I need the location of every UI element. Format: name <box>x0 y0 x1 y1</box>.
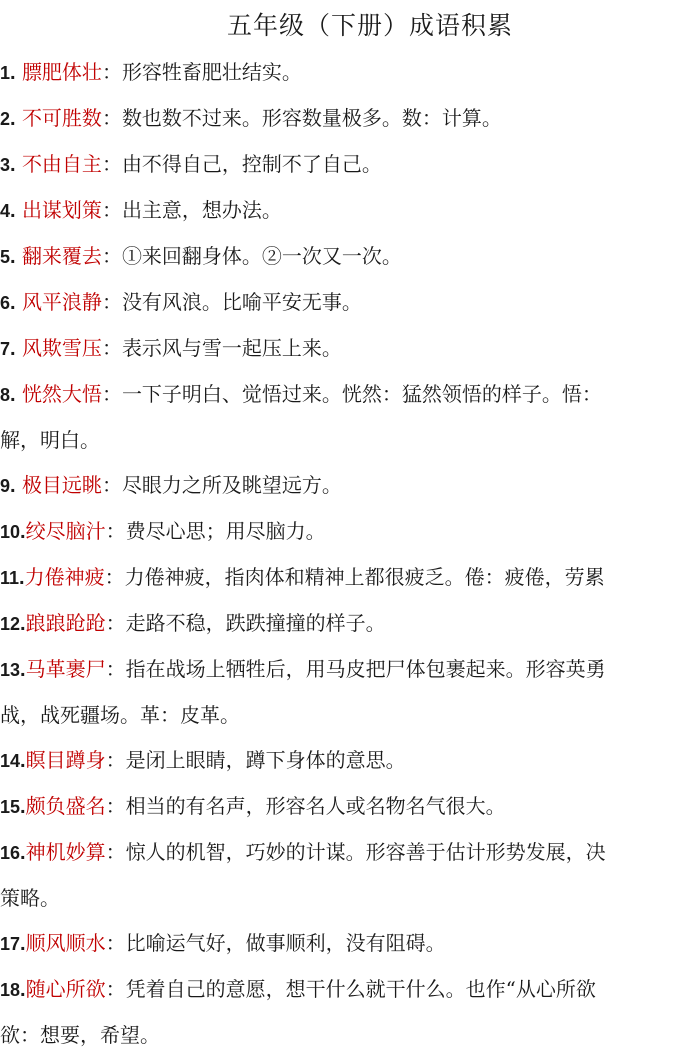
entry-number: 1 <box>0 63 11 83</box>
page-title: 五年级（下册）成语积累 <box>226 11 513 40</box>
idiom-entry <box>0 50 700 96</box>
entry-number: 6 <box>0 293 11 313</box>
entry-idiom: 颇负盛名 <box>25 794 106 818</box>
idiom-entry <box>0 96 700 142</box>
entry-idiom: 翻来覆去 <box>21 244 102 268</box>
entry-idiom: 膘肥体壮 <box>21 60 102 84</box>
entry-colon: ： <box>105 657 126 681</box>
entry-number: 9 <box>0 476 11 496</box>
entry-number: 17 <box>0 934 21 954</box>
entry-colon: ： <box>105 519 126 543</box>
entry-meaning: 费尽心思；用尽脑力。 <box>125 519 326 543</box>
idiom-entry <box>0 326 700 372</box>
entry-number-dot: . <box>10 200 16 222</box>
entry-number-dot: . <box>20 750 26 772</box>
entry-colon: ： <box>105 748 126 772</box>
entry-meaning: 由不得自己，控制不了自己。 <box>121 152 382 176</box>
entry-idiom: 马革裹尸 <box>25 657 106 681</box>
idiom-entry <box>0 738 700 784</box>
entry-colon: ： <box>101 336 122 360</box>
entry-colon: ： <box>105 977 126 1001</box>
entry-number-dot: . <box>20 933 26 955</box>
entry-number-dot: . <box>10 62 16 84</box>
entry-number-dot: . <box>10 384 16 406</box>
entry-colon: ： <box>101 244 122 268</box>
entry-meaning: 一下子明白、觉悟过来。恍然：猛然领悟的样子。悟： <box>121 382 602 406</box>
entry-number-dot: . <box>20 521 26 543</box>
idiom-entry <box>0 509 700 555</box>
entry-colon: ： <box>101 290 122 314</box>
entry-number: 3 <box>0 155 11 175</box>
entry-number: 10 <box>0 522 21 542</box>
entry-number-dot: . <box>20 979 26 1001</box>
entry-number-dot: . <box>20 796 26 818</box>
entry-number-dot: . <box>10 108 16 130</box>
entry-colon: ： <box>105 794 126 818</box>
idiom-entry <box>0 188 700 234</box>
entry-idiom: 瞑目蹲身 <box>25 748 106 772</box>
entry-meaning-continued: 欲：想要，希望。 <box>0 1023 160 1047</box>
entry-colon: ： <box>104 565 125 589</box>
entry-idiom: 不由自主 <box>21 152 102 176</box>
entry-meaning: 指在战场上牺牲后，用马皮把尸体包裹起来。形容英勇 <box>125 657 606 681</box>
entry-idiom: 踉踉跄跄 <box>25 611 106 635</box>
entry-number: 12 <box>0 614 21 634</box>
idiom-entry <box>0 463 700 509</box>
entry-meaning-continued: 战，战死疆场。革：皮革。 <box>0 703 240 727</box>
idiom-list <box>0 50 700 1058</box>
entry-idiom: 力倦神疲 <box>24 565 105 589</box>
idiom-entry <box>0 784 700 830</box>
entry-number-dot: . <box>10 246 16 268</box>
entry-number-dot: . <box>10 475 16 497</box>
entry-colon: ： <box>101 106 122 130</box>
idiom-entry <box>0 601 700 647</box>
entry-colon: ： <box>105 611 126 635</box>
entry-number: 11 <box>0 568 20 588</box>
entry-meaning: 力倦神疲，指肉体和精神上都很疲乏。倦：疲倦，劳累 <box>124 565 605 589</box>
entry-meaning: 出主意，想办法。 <box>121 198 282 222</box>
entry-colon: ： <box>101 60 122 84</box>
entry-number: 13 <box>0 660 21 680</box>
entry-meaning: 形容牲畜肥壮结实。 <box>121 60 302 84</box>
entry-idiom: 恍然大悟 <box>21 382 102 406</box>
entry-meaning: 惊人的机智，巧妙的计谋。形容善于估计形势发展，决 <box>125 840 606 864</box>
entry-colon: ： <box>101 473 122 497</box>
entry-number: 2 <box>0 109 11 129</box>
entry-idiom: 神机妙算 <box>25 840 106 864</box>
entry-meaning-continued: 解，明白。 <box>0 428 100 452</box>
entry-idiom: 不可胜数 <box>21 106 102 130</box>
idiom-entry <box>0 555 700 601</box>
idiom-entry <box>0 142 700 188</box>
entry-number: 7 <box>0 339 11 359</box>
entry-meaning: 凭着自己的意愿，想干什么就干什么。也作“从心所欲 <box>125 977 596 1001</box>
idiom-entry <box>0 921 700 967</box>
entry-number: 15 <box>0 797 21 817</box>
entry-meaning: 没有风浪。比喻平安无事。 <box>121 290 362 314</box>
entry-number: 16 <box>0 843 21 863</box>
entry-number-dot: . <box>20 659 26 681</box>
entry-colon: ： <box>101 152 122 176</box>
entry-colon: ： <box>105 931 126 955</box>
entry-number-dot: . <box>20 842 26 864</box>
entry-meaning: 比喻运气好，做事顺利，没有阻碍。 <box>125 931 446 955</box>
entry-number-dot: . <box>19 567 25 589</box>
entry-number: 18 <box>0 980 21 1000</box>
entry-colon: ： <box>101 382 122 406</box>
entry-idiom: 极目远眺 <box>21 473 102 497</box>
entry-meaning: 表示风与雪一起压上来。 <box>121 336 342 360</box>
entry-meaning: 尽眼力之所及眺望远方。 <box>121 473 342 497</box>
idiom-entry <box>0 647 700 693</box>
entry-idiom: 风欺雪压 <box>21 336 102 360</box>
entry-number-dot: . <box>10 154 16 176</box>
entry-number-dot: . <box>20 613 26 635</box>
idiom-entry <box>0 967 700 1013</box>
entry-number: 5 <box>0 247 11 267</box>
entry-meaning: 走路不稳，跌跌撞撞的样子。 <box>125 611 386 635</box>
entry-idiom: 风平浪静 <box>21 290 102 314</box>
entry-idiom: 出谋划策 <box>21 198 102 222</box>
entry-number-dot: . <box>10 292 16 314</box>
entry-colon: ： <box>105 840 126 864</box>
entry-colon: ： <box>101 198 122 222</box>
entry-meaning: 是闭上眼睛，蹲下身体的意思。 <box>125 748 406 772</box>
idiom-entry <box>0 830 700 876</box>
entry-number: 8 <box>0 385 11 405</box>
entry-idiom: 顺风顺水 <box>25 931 106 955</box>
idiom-entry <box>0 234 700 280</box>
idiom-entry <box>0 280 700 326</box>
entry-number: 14 <box>0 751 21 771</box>
entry-number: 4 <box>0 201 11 221</box>
entry-meaning: ①来回翻身体。②一次又一次。 <box>121 244 402 268</box>
entry-idiom: 绞尽脑汁 <box>25 519 106 543</box>
entry-idiom: 随心所欲 <box>25 977 106 1001</box>
idiom-entry <box>0 372 700 418</box>
entry-meaning: 数也数不过来。形容数量极多。数：计算。 <box>121 106 502 130</box>
entry-number-dot: . <box>10 338 16 360</box>
entry-meaning: 相当的有名声，形容名人或名物名气很大。 <box>125 794 506 818</box>
entry-meaning-continued: 策略。 <box>0 886 60 910</box>
